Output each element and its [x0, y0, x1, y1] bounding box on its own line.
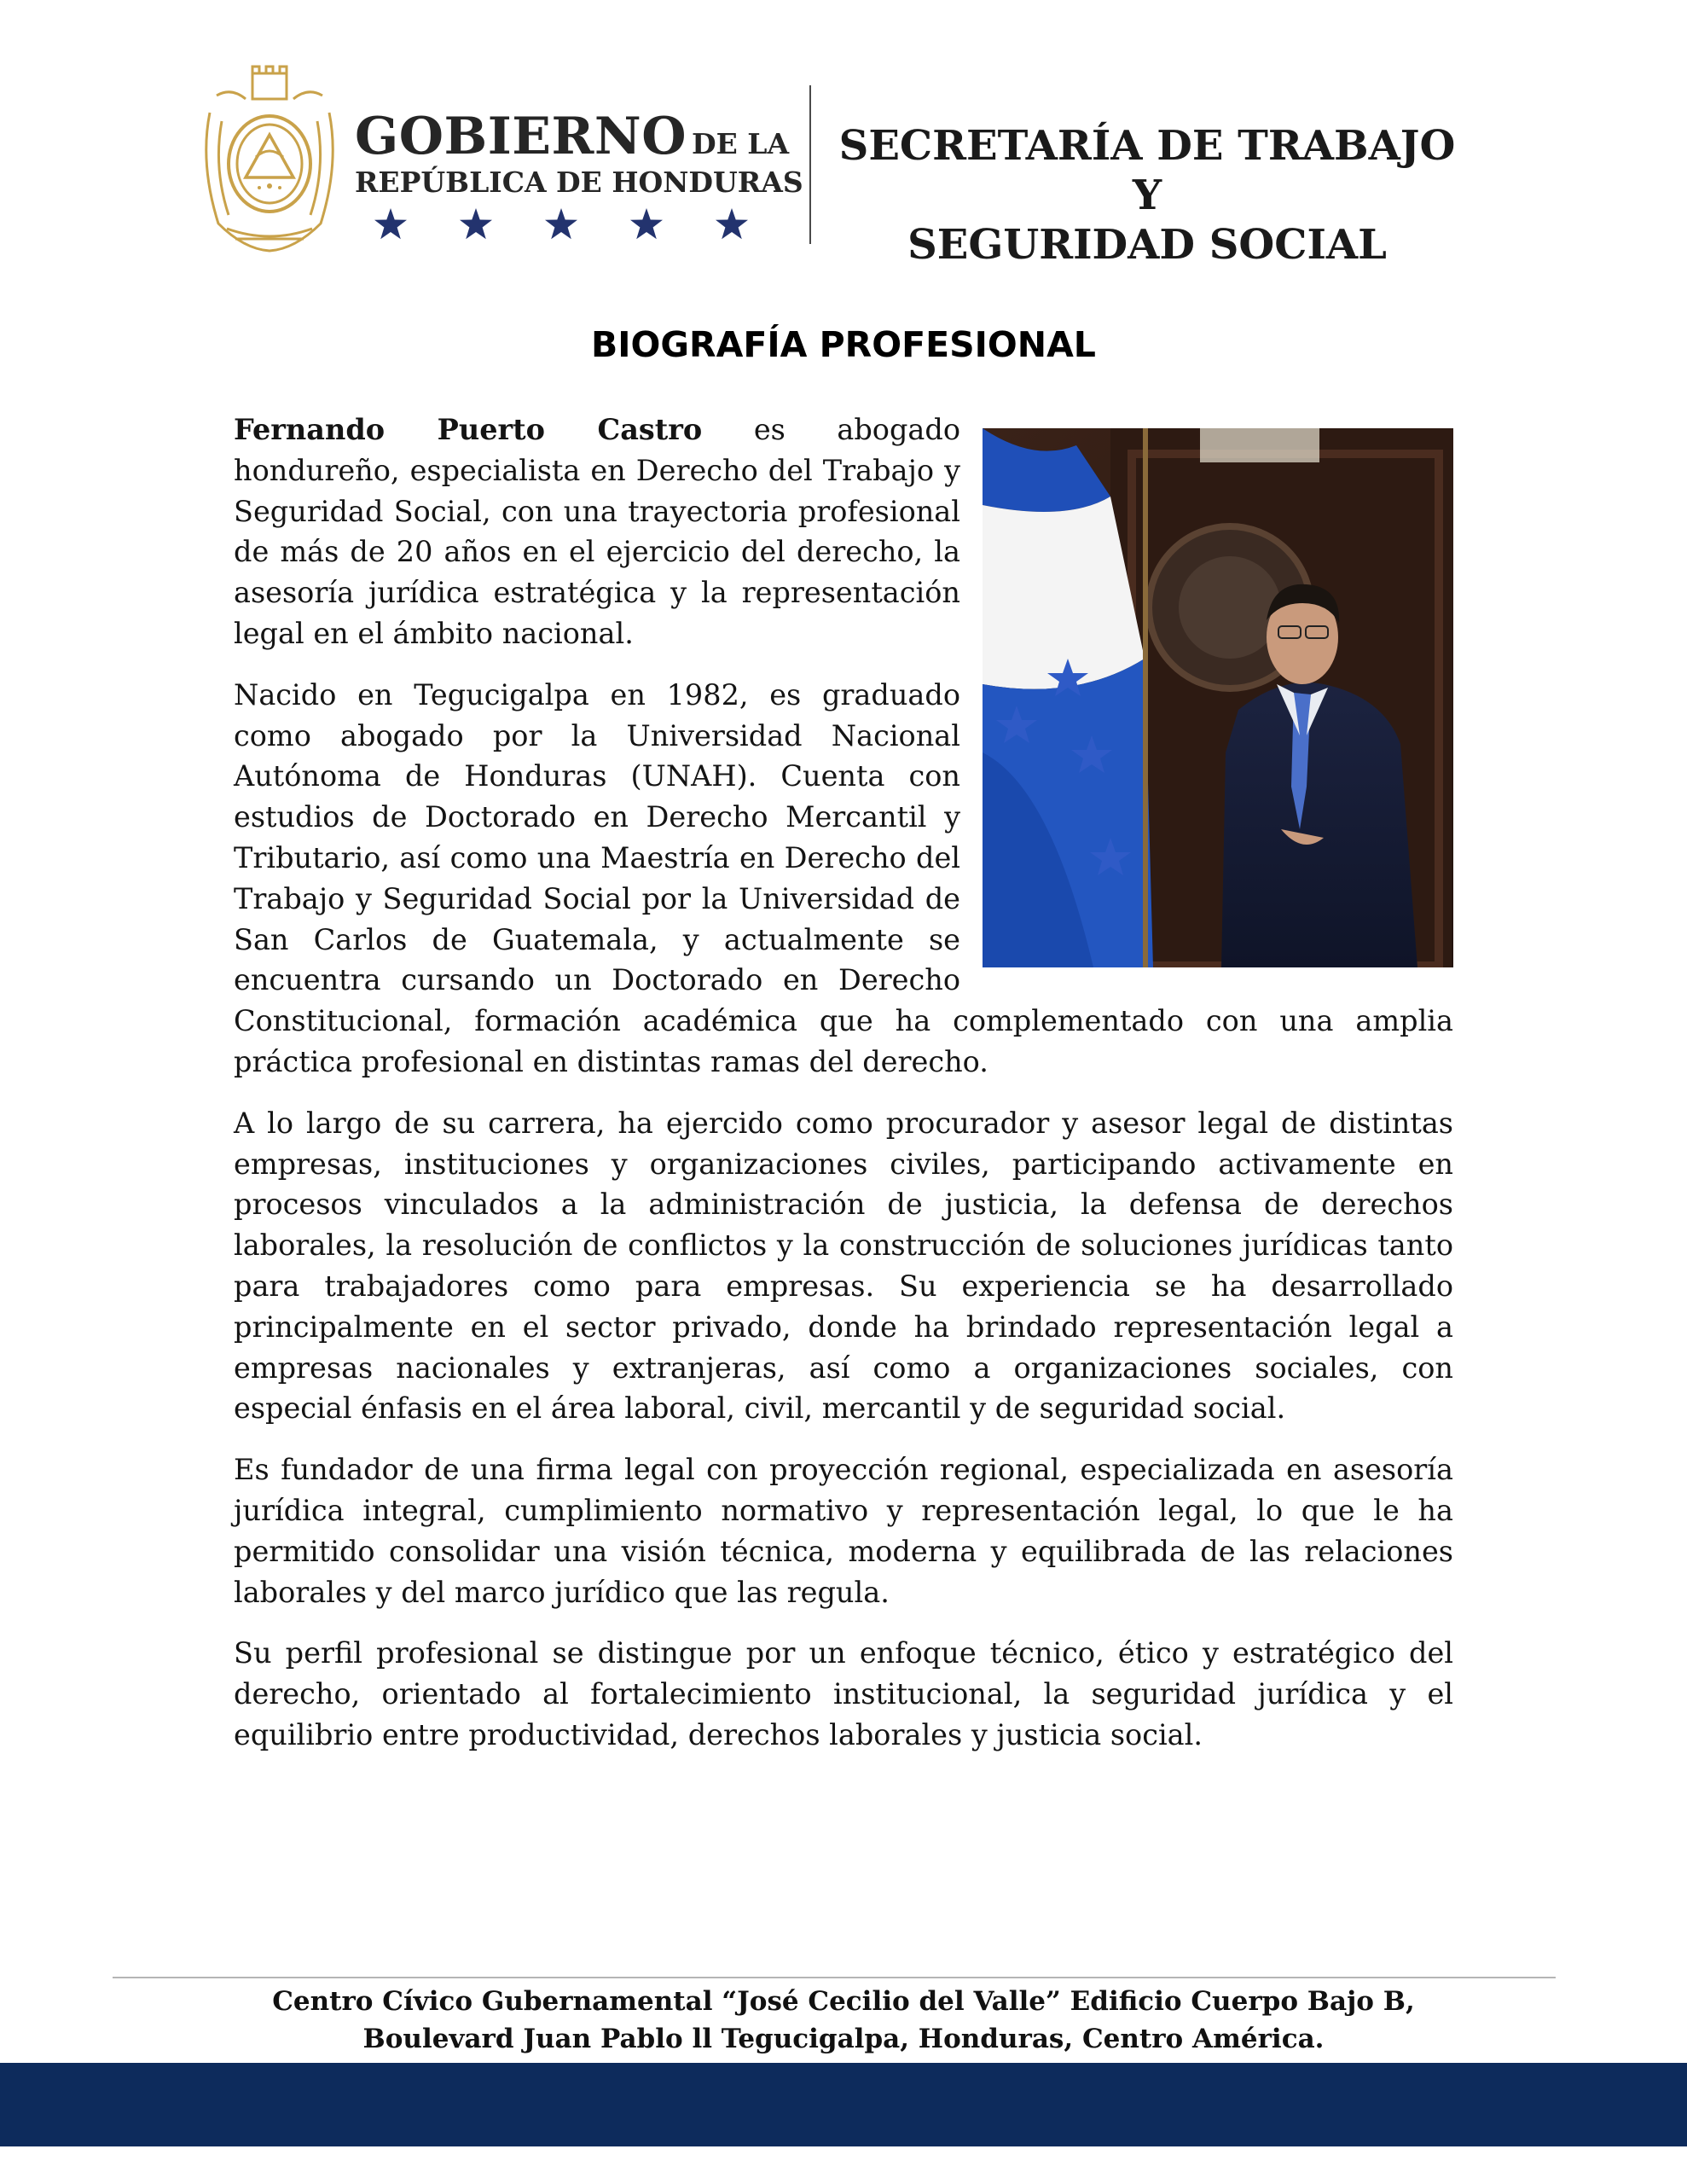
document-title: BIOGRAFÍA PROFESIONAL — [591, 324, 1096, 365]
paragraph-3: A lo largo de su carrera, ha ejercido como procurador y asesor legal de distintas empresas, instituciones y organizaciones civiles, participando activamente en procesos vinculados a la administración de justicia, la defensa de derechos laborales, la resolución de conflictos y la construcción de soluciones jurídicas tanto para trabajadores como para empresas. Su experiencia se ha desarrollado principalmente en el sector privado, donde ha brindado representación legal a empresas nacionales y extranjeras, así como a organizaciones sociales, con especial énfasis en el área laboral, civil, mercantil y de seguridad social. — [234, 1106, 1453, 1426]
star-icon — [374, 208, 407, 239]
header-divider — [809, 85, 811, 244]
gov-line2: REPÚBLICA DE HONDURAS — [355, 166, 803, 199]
paragraph-4: Es fundador de una firma legal con proyección regional, especializada en asesoría jurídica integral, cumplimiento normativo y representación legal, lo que le ha permitido consolidar una visión técnica, moderna y equilibrada de las relaciones laborales y del marco jurídico que las regula. — [234, 1453, 1453, 1609]
government-name — [355, 107, 803, 199]
portrait-photo — [983, 428, 1453, 967]
gov-line1-small: DE LA — [692, 127, 790, 160]
paragraph-1-text: es abogado hondureño, especialista en Derecho del Trabajo y Seguridad Social, con una trayectoria profesional de más de 20 años en el ejercicio del derecho, la asesoría jurídica estratégica y la representación legal en el ámbito nacional. — [234, 413, 961, 650]
ministry-name — [819, 121, 1475, 270]
gov-line1-big: GOBIERNO — [355, 107, 687, 166]
ministry-line2: SEGURIDAD SOCIAL — [907, 221, 1387, 269]
footer-address — [0, 1983, 1687, 2058]
star-icon — [630, 208, 663, 239]
biography-body — [234, 410, 1453, 1776]
star-icon — [460, 208, 492, 239]
paragraph-5: Su perfil profesional se distingue por un enfoque técnico, ético y estratégico del derecho, orientado al fortalecimiento institucional, la seguridad jurídica y el equilibrio entre productividad, derechos laborales y justicia social. — [234, 1636, 1453, 1751]
subject-name: Fernando Puerto Castro — [234, 413, 703, 446]
footer-line1: Centro Cívico Gubernamental “José Cecilio del Valle” Edificio Cuerpo Bajo B, — [272, 1986, 1415, 2017]
star-icon — [716, 208, 748, 239]
ministry-line1: SECRETARÍA DE TRABAJO Y — [838, 122, 1456, 219]
footer-divider — [113, 1977, 1556, 1978]
footer-bar — [0, 2063, 1687, 2146]
footer-line2: Boulevard Juan Pablo ll Tegucigalpa, Honduras, Centro América. — [362, 2024, 1325, 2054]
stars-row — [351, 203, 778, 246]
star-icon — [545, 208, 577, 239]
letterhead — [0, 0, 1687, 273]
paragraph-2: Nacido en Tegucigalpa en 1982, es graduado como abogado por la Universidad Nacional Autónoma de Honduras (UNAH). Cuenta con estudios de Doctorado en Derecho Mercantil y Tributario, así como una Maestría en Derecho del Trabajo y Seguridad Social por la Universidad de San Carlos de Guatemala, y actualmente se encuentra cursando un Doctorado en Derecho Constitucional, formación académica que ha complementado con una amplia práctica profesional en distintas ramas del derecho. — [234, 677, 1453, 1078]
coat-of-arms-icon — [193, 61, 346, 254]
